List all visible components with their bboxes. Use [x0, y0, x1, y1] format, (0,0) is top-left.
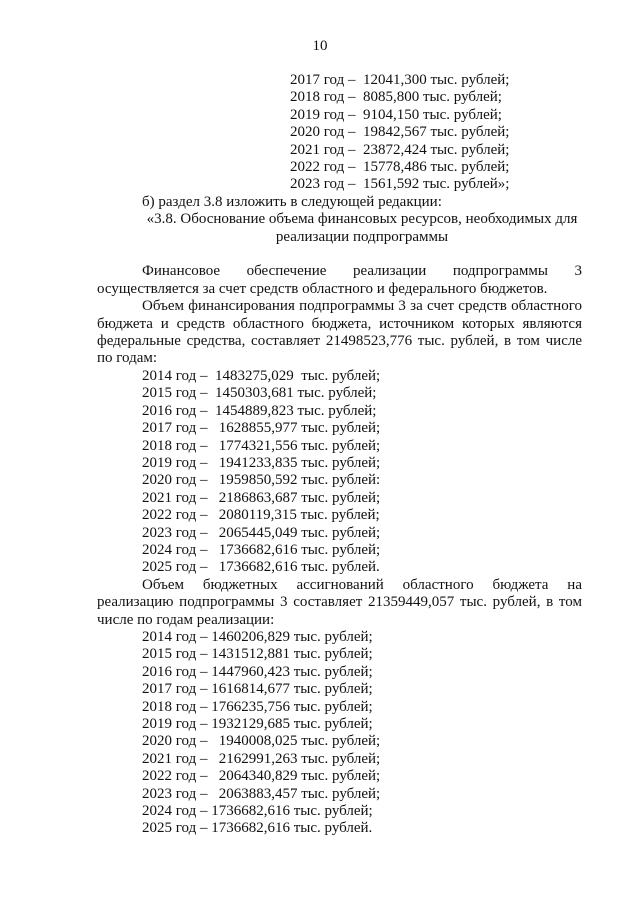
list-item: 2017 год – 1616814,677 тыс. рублей; — [142, 681, 373, 698]
section-b-instruction: б) раздел 3.8 изложить в следующей редакции: — [142, 193, 442, 210]
list-item: 2019 год – 1932129,685 тыс. рублей; — [142, 716, 373, 733]
list-item: 2024 год – 1736682,616 тыс. рублей; — [142, 541, 381, 558]
list-item: 2014 год – 1483275,029 тыс. рублей; — [142, 367, 381, 384]
paragraph-funding-sources: Финансовое обеспечение реализации подпрограммы 3 осуществляется за счет средств областного и федерального бюджетов. — [97, 263, 582, 297]
budget-allocations-by-year — [97, 629, 582, 838]
list-item: 2015 год – 1450303,681 тыс. рублей; — [142, 385, 377, 402]
page-number: 10 — [312, 38, 328, 54]
list-item: 2020 год – 1940008,025 тыс. рублей; — [142, 733, 381, 750]
list-item: 2023 год – 1561,592 тыс. рублей»; — [290, 176, 510, 193]
section-heading — [97, 211, 582, 246]
list-item: 2023 год – 2065445,049 тыс. рублей; — [142, 524, 381, 541]
list-item: 2025 год – 1736682,616 тыс. рублей. — [142, 559, 380, 576]
list-item: 2022 год – 15778,486 тыс. рублей; — [290, 159, 510, 176]
list-item: 2019 год – 9104,150 тыс. рублей; — [290, 106, 502, 123]
list-item: 2020 год – 1959850,592 тыс. рублей: — [142, 472, 381, 489]
funding-list-2017-2023 — [97, 72, 582, 194]
list-item: 2016 год – 1454889,823 тыс. рублей; — [142, 402, 377, 419]
document-body — [97, 72, 582, 838]
list-item: 2018 год – 8085,800 тыс. рублей; — [290, 89, 502, 106]
list-item: 2024 год – 1736682,616 тыс. рублей; — [142, 803, 373, 820]
list-item: 2020 год – 19842,567 тыс. рублей; — [290, 124, 510, 141]
list-item: 2018 год – 1774321,556 тыс. рублей; — [142, 437, 381, 454]
list-item: 2022 год – 2080119,315 тыс. рублей; — [142, 507, 380, 524]
list-item: 2022 год – 2064340,829 тыс. рублей; — [142, 768, 381, 785]
spacer — [97, 246, 582, 263]
paragraph-budget-allocations: Объем бюджетных ассигнований областного бюджета на реализацию подпрограммы 3 составляет 21359449,057 тыс. рублей, в том числе по годам реализации: — [97, 576, 582, 628]
list-item: 2019 год – 1941233,835 тыс. рублей; — [142, 454, 381, 471]
list-item: 2018 год – 1766235,756 тыс. рублей; — [142, 698, 373, 715]
list-item: 2021 год – 2186863,687 тыс. рублей; — [142, 489, 381, 506]
list-item: 2023 год – 2063883,457 тыс. рублей; — [142, 785, 381, 802]
list-item: 2015 год – 1431512,881 тыс. рублей; — [142, 646, 373, 663]
list-item: 2021 год – 23872,424 тыс. рублей; — [290, 141, 510, 158]
list-item: 2014 год – 1460206,829 тыс. рублей; — [142, 628, 373, 645]
section-heading-line2: реализации подпрограммы — [275, 228, 449, 245]
list-item: 2017 год – 12041,300 тыс. рублей; — [290, 72, 510, 88]
paragraph-total-funding: Объем финансирования подпрограммы 3 за счет средств областного бюджета и средств областного бюджета, источником которых являются федеральные средства, составляет 21498523,776 тыс. рублей, в том числе по годам: — [97, 298, 582, 367]
list-item: 2021 год – 2162991,263 тыс. рублей; — [142, 750, 381, 767]
list-item: 2016 год – 1447960,423 тыс. рублей; — [142, 663, 373, 680]
list-item: 2017 год – 1628855,977 тыс. рублей; — [142, 420, 381, 437]
section-heading-line1: «3.8. Обоснование объема финансовых ресурсов, необходимых для — [146, 211, 578, 228]
total-funding-by-year — [97, 368, 582, 577]
list-item: 2025 год – 1736682,616 тыс. рублей. — [142, 820, 373, 837]
